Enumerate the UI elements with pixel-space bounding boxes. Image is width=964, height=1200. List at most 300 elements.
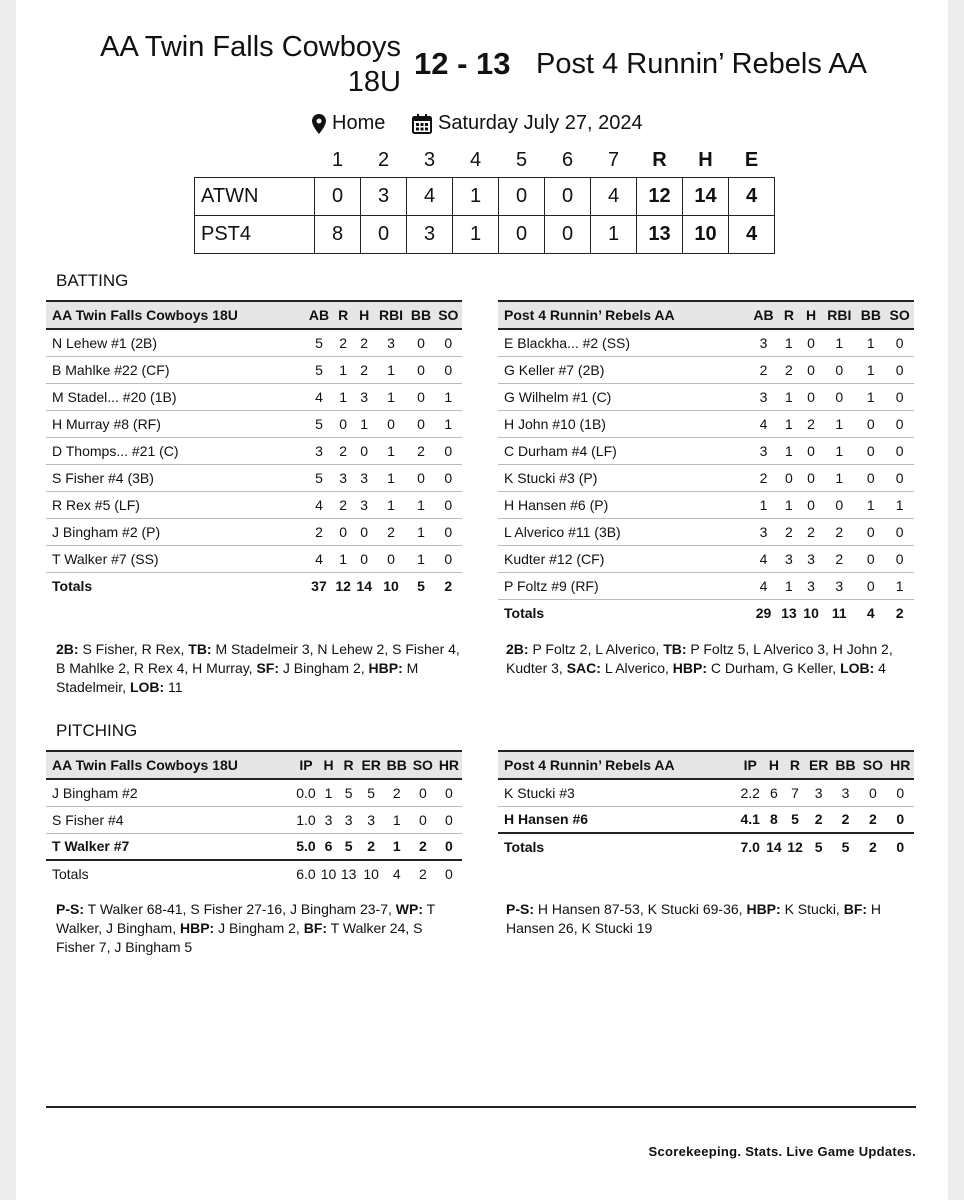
stat-cell: 1 xyxy=(885,491,914,518)
note-label: HBP: xyxy=(368,660,403,676)
inning-runs: 4 xyxy=(407,177,453,215)
final-score: 12 - 13 xyxy=(414,46,511,81)
date-meta xyxy=(412,112,643,135)
stat-cell: 1 xyxy=(384,833,410,860)
note-text: T Walker, J Bingham, xyxy=(56,901,435,936)
note-label: LOB: xyxy=(129,679,165,695)
pitcher-name: J Bingham #2 xyxy=(46,779,293,806)
stat-cell: 0 xyxy=(407,356,434,383)
player-name: R Rex #5 (LF) xyxy=(46,491,305,518)
stat-cell: 2 xyxy=(822,518,856,545)
stat-cell: 1 xyxy=(354,410,375,437)
totals-row xyxy=(46,572,462,599)
stat-cell: 2 xyxy=(375,518,408,545)
table-row xyxy=(46,779,462,806)
pitcher-name: Totals xyxy=(504,839,545,855)
note-text: P Foltz 5, L Alverico 3, H John 2, Kudter 3, xyxy=(506,641,893,676)
stat-cell: 0 xyxy=(375,545,408,572)
stat-cell: 0 xyxy=(885,464,914,491)
column-header: BB xyxy=(832,751,859,779)
stat-cell: 0 xyxy=(354,518,375,545)
calendar-icon xyxy=(412,114,432,134)
stat-cell: 5 xyxy=(814,839,823,855)
total-cell: 4 xyxy=(866,604,875,621)
stat-cell: 2 xyxy=(333,491,354,518)
total-cell: 2 xyxy=(444,577,453,594)
note-text: T Walker 24, S Fisher 7, J Bingham 5 xyxy=(56,920,423,955)
stat-cell: 0.0 xyxy=(293,779,318,806)
note-label: TB: xyxy=(663,641,687,657)
stat-cell: 1 xyxy=(407,491,434,518)
stat-cell: 0 xyxy=(800,329,822,356)
stat-cell: 3 xyxy=(749,437,778,464)
player-name: P Foltz #9 (RF) xyxy=(498,572,749,599)
total-header: R xyxy=(652,149,667,172)
stat-cell: 2 xyxy=(778,518,800,545)
stat-cell: 0 xyxy=(885,437,914,464)
stat-cell: 3 xyxy=(319,806,339,833)
stat-cell: 0 xyxy=(407,464,434,491)
stat-cell: 1 xyxy=(375,464,408,491)
stat-cell: 1 xyxy=(375,437,408,464)
stat-cell: 2 xyxy=(354,356,375,383)
stat-cell: 1 xyxy=(333,545,354,572)
note-label: P-S: xyxy=(56,901,84,917)
column-header: SO xyxy=(859,751,886,779)
stat-cell: 2 xyxy=(749,464,778,491)
away-pitching-table xyxy=(46,750,462,887)
stat-cell: 0 xyxy=(885,410,914,437)
stat-cell: 0 xyxy=(333,518,354,545)
stat-cell: 3 xyxy=(822,572,856,599)
team-total: 4 xyxy=(729,177,775,215)
table-row xyxy=(46,329,462,356)
map-pin-icon xyxy=(312,114,326,134)
table-row xyxy=(46,410,462,437)
team-total: 10 xyxy=(683,215,729,253)
table-row xyxy=(498,491,914,518)
linescore-corner xyxy=(195,145,315,177)
linescore-row xyxy=(195,177,775,215)
stat-cell: 0 xyxy=(856,545,885,572)
table-row xyxy=(46,833,462,860)
away-pitching-notes xyxy=(56,900,464,957)
stat-cell: 7 xyxy=(784,779,805,806)
note-text: J Bingham 2, xyxy=(214,920,304,936)
column-header: AB xyxy=(305,301,332,329)
total-cell: 14 xyxy=(356,577,372,594)
stat-cell: 0 xyxy=(436,833,462,860)
stat-cell: 1 xyxy=(822,437,856,464)
note-text: 11 xyxy=(164,679,183,695)
total-cell: 29 xyxy=(755,604,772,621)
stat-cell: 1 xyxy=(856,356,885,383)
stat-cell: 5 xyxy=(305,410,332,437)
stat-cell: 0 xyxy=(410,806,436,833)
inning-runs: 3 xyxy=(407,215,453,253)
stat-cell: 4 xyxy=(392,866,401,882)
stat-cell: 0 xyxy=(800,437,822,464)
stat-cell: 4 xyxy=(749,410,778,437)
note-text: M Stadelmeir, xyxy=(56,660,419,695)
stat-cell: 1 xyxy=(778,329,800,356)
pitcher-name: Totals xyxy=(52,866,89,882)
footer-divider xyxy=(46,1106,916,1108)
column-header: IP xyxy=(293,751,318,779)
player-name: B Mahlke #22 (CF) xyxy=(46,356,305,383)
date-text: Saturday July 27, 2024 xyxy=(438,112,643,134)
note-label: BF: xyxy=(843,901,868,917)
stat-cell: 2 xyxy=(800,410,822,437)
team-total: 13 xyxy=(637,215,683,253)
table-row xyxy=(498,518,914,545)
stat-cell: 2 xyxy=(800,518,822,545)
stat-cell: 2 xyxy=(333,437,354,464)
total-cell: 37 xyxy=(311,577,327,594)
stat-cell: 3 xyxy=(339,806,359,833)
stat-cell: 0 xyxy=(407,383,434,410)
team-total: 12 xyxy=(637,177,683,215)
note-label: BF: xyxy=(303,920,328,936)
stat-cell: 1 xyxy=(778,491,800,518)
location-meta xyxy=(312,112,385,135)
player-name: K Stucki #3 (P) xyxy=(498,464,749,491)
note-text: P Foltz 2, L Alverico, xyxy=(528,641,664,657)
stat-cell: 4 xyxy=(749,572,778,599)
away-batting-table xyxy=(46,300,462,599)
stat-cell: 2 xyxy=(333,329,354,356)
table-row xyxy=(46,356,462,383)
table-row xyxy=(498,437,914,464)
column-header: R xyxy=(339,751,359,779)
stat-cell: 5.0 xyxy=(293,833,318,860)
player-name: N Lehew #1 (2B) xyxy=(46,329,305,356)
footer-tagline: Scorekeeping. Stats. Live Game Updates. xyxy=(648,1144,916,1159)
stat-cell: 2 xyxy=(354,329,375,356)
stat-cell: 1 xyxy=(375,491,408,518)
column-header: RBI xyxy=(375,301,408,329)
column-header: BB xyxy=(407,301,434,329)
stat-cell: 0 xyxy=(887,806,914,833)
column-header: H xyxy=(354,301,375,329)
team-total: 14 xyxy=(683,177,729,215)
stat-cell: 1 xyxy=(778,383,800,410)
table-row xyxy=(498,356,914,383)
stat-cell: 0 xyxy=(800,491,822,518)
column-header: R xyxy=(784,751,805,779)
stat-cell: 1 xyxy=(856,329,885,356)
inning-header: 4 xyxy=(469,149,482,172)
table-row xyxy=(46,491,462,518)
stat-cell: 0 xyxy=(435,329,462,356)
stat-cell: 0 xyxy=(856,410,885,437)
stat-cell: 1 xyxy=(375,356,408,383)
batting-section-title: BATTING xyxy=(56,271,129,290)
table-row xyxy=(46,806,462,833)
home-pitching-notes xyxy=(506,900,914,938)
stat-cell: 3 xyxy=(749,329,778,356)
stat-cell: 1 xyxy=(319,779,339,806)
player-name: H Murray #8 (RF) xyxy=(46,410,305,437)
stat-cell: 0 xyxy=(410,779,436,806)
totals-row xyxy=(498,599,914,626)
location-text: Home xyxy=(332,112,386,134)
stat-cell: 2 xyxy=(410,833,436,860)
stat-cell: 4 xyxy=(305,545,332,572)
note-text: M Stadelmeir 3, N Lehew 2, S Fisher 4, B Mahlke 2, R Rex 4, H Murray, xyxy=(56,641,460,676)
note-label: HBP: xyxy=(746,901,781,917)
stat-cell: 1 xyxy=(885,572,914,599)
inning-runs: 0 xyxy=(545,177,591,215)
stat-cell: 5 xyxy=(359,779,384,806)
note-text: J Bingham 2, xyxy=(279,660,369,676)
player-name: H John #10 (1B) xyxy=(498,410,749,437)
inning-runs: 3 xyxy=(361,177,407,215)
inning-header: 7 xyxy=(607,149,620,172)
column-header: H xyxy=(763,751,784,779)
table-row xyxy=(498,410,914,437)
table-row xyxy=(498,464,914,491)
stat-cell: 0 xyxy=(436,779,462,806)
column-header: SO xyxy=(410,751,436,779)
linescore-row xyxy=(195,215,775,253)
stat-cell: 0 xyxy=(896,839,905,855)
stat-cell: 1 xyxy=(333,383,354,410)
stat-cell: 2 xyxy=(778,356,800,383)
team-abbrev: PST4 xyxy=(195,215,315,253)
stat-cell: 3 xyxy=(800,545,822,572)
stat-cell: 0 xyxy=(435,437,462,464)
stat-cell: 6 xyxy=(763,779,784,806)
pitcher-name: K Stucki #3 xyxy=(498,779,737,806)
stat-cell: 3 xyxy=(375,329,408,356)
column-header: IP xyxy=(737,751,763,779)
stat-cell: 3 xyxy=(359,806,384,833)
stat-cell: 1 xyxy=(778,410,800,437)
stat-cell: 8 xyxy=(763,806,784,833)
stat-cell: 0 xyxy=(354,545,375,572)
stat-cell: 2 xyxy=(868,839,877,855)
stat-cell: 0 xyxy=(778,464,800,491)
stat-cell: 0 xyxy=(435,356,462,383)
stat-cell: 2 xyxy=(305,518,332,545)
stat-cell: 4 xyxy=(749,545,778,572)
stat-cell: 0 xyxy=(856,518,885,545)
stat-cell: 2 xyxy=(832,806,859,833)
inning-header: 6 xyxy=(561,149,574,172)
stat-cell: 1 xyxy=(822,410,856,437)
stat-cell: 0 xyxy=(856,437,885,464)
team-header: Post 4 Runnin’ Rebels AA xyxy=(498,751,737,779)
player-name: D Thomps... #21 (C) xyxy=(46,437,305,464)
team-total: 4 xyxy=(729,215,775,253)
player-name: C Durham #4 (LF) xyxy=(498,437,749,464)
stat-cell: 1 xyxy=(778,572,800,599)
note-label: HBP: xyxy=(179,920,215,936)
stat-cell: 12 xyxy=(787,839,803,855)
stat-cell: 2 xyxy=(359,833,384,860)
column-header: HR xyxy=(436,751,462,779)
stat-cell: 0 xyxy=(407,329,434,356)
total-cell: 11 xyxy=(831,604,847,621)
stat-cell: 0 xyxy=(436,806,462,833)
column-header: ER xyxy=(806,751,832,779)
totals-row xyxy=(46,860,462,887)
player-name: J Bingham #2 (P) xyxy=(46,518,305,545)
stat-cell: 1 xyxy=(407,518,434,545)
stat-cell: 3 xyxy=(832,779,859,806)
total-cell: 13 xyxy=(781,604,797,621)
home-batting-table xyxy=(498,300,914,626)
team-abbrev: ATWN xyxy=(195,177,315,215)
table-row xyxy=(498,329,914,356)
stat-cell: 1 xyxy=(822,464,856,491)
stat-cell: 5 xyxy=(305,464,332,491)
home-batting-notes xyxy=(506,640,914,678)
total-cell: 10 xyxy=(803,604,819,621)
note-text: S Fisher, R Rex, xyxy=(78,641,189,657)
stat-cell: 1 xyxy=(856,383,885,410)
inning-runs: 0 xyxy=(361,215,407,253)
table-row xyxy=(498,572,914,599)
stat-cell: 0 xyxy=(822,491,856,518)
total-header: E xyxy=(744,149,759,172)
stat-cell: 0 xyxy=(885,329,914,356)
player-name: L Alverico #11 (3B) xyxy=(498,518,749,545)
column-header: H xyxy=(319,751,339,779)
pitcher-name: T Walker #7 xyxy=(46,833,293,860)
stat-cell: 5 xyxy=(305,356,332,383)
player-name: Kudter #12 (CF) xyxy=(498,545,749,572)
inning-header: 1 xyxy=(331,149,344,172)
stat-cell: 2 xyxy=(806,806,832,833)
totals-label: Totals xyxy=(504,604,545,621)
stat-cell: 1 xyxy=(856,491,885,518)
stat-cell: 3 xyxy=(354,464,375,491)
note-label: 2B: xyxy=(56,641,79,657)
stat-cell: 2 xyxy=(749,356,778,383)
inning-runs: 1 xyxy=(453,215,499,253)
table-row xyxy=(46,437,462,464)
stat-cell: 0 xyxy=(859,779,886,806)
note-label: SF: xyxy=(256,660,280,676)
table-row xyxy=(498,806,914,833)
column-header: BB xyxy=(384,751,410,779)
total-header: H xyxy=(698,149,713,172)
column-header: ER xyxy=(359,751,384,779)
inning-header: 5 xyxy=(515,149,528,172)
stat-cell: 3 xyxy=(305,437,332,464)
note-text: T Walker 68-41, S Fisher 27-16, J Bingham 23-7, xyxy=(84,901,396,917)
inning-runs: 0 xyxy=(499,177,545,215)
stat-cell: 10 xyxy=(320,866,337,882)
inning-runs: 8 xyxy=(315,215,361,253)
stat-cell: 0 xyxy=(407,410,434,437)
stat-cell: 1 xyxy=(749,491,778,518)
inning-runs: 0 xyxy=(499,215,545,253)
stat-cell: 0 xyxy=(885,356,914,383)
stat-cell: 3 xyxy=(749,383,778,410)
stat-cell: 13 xyxy=(340,866,357,882)
player-name: G Keller #7 (2B) xyxy=(498,356,749,383)
inning-runs: 1 xyxy=(591,215,637,253)
stat-cell: 2 xyxy=(418,866,427,882)
stat-cell: 3 xyxy=(778,545,800,572)
stat-cell: 5 xyxy=(339,833,359,860)
column-header: R xyxy=(333,301,354,329)
box-score-page xyxy=(16,0,948,1200)
inning-runs: 1 xyxy=(453,177,499,215)
stat-cell: 3 xyxy=(806,779,832,806)
inning-runs: 4 xyxy=(591,177,637,215)
table-row xyxy=(46,518,462,545)
stat-cell: 0 xyxy=(800,356,822,383)
player-name: T Walker #7 (SS) xyxy=(46,545,305,572)
total-cell: 10 xyxy=(383,577,399,594)
stat-cell: 0 xyxy=(333,410,354,437)
pitcher-name: H Hansen #6 xyxy=(498,806,737,833)
table-row xyxy=(498,779,914,806)
note-label: HBP: xyxy=(672,660,708,676)
stat-cell: 0 xyxy=(435,545,462,572)
stat-cell: 4.1 xyxy=(737,806,763,833)
stat-cell: 3 xyxy=(800,572,822,599)
stat-cell: 0 xyxy=(354,437,375,464)
stat-cell: 2 xyxy=(407,437,434,464)
column-header: HR xyxy=(887,751,914,779)
player-name: H Hansen #6 (P) xyxy=(498,491,749,518)
stat-cell: 0 xyxy=(887,779,914,806)
stat-cell: 1 xyxy=(384,806,410,833)
stat-cell: 1 xyxy=(778,437,800,464)
table-row xyxy=(46,464,462,491)
stat-cell: 2 xyxy=(384,779,410,806)
stat-cell: 3 xyxy=(354,491,375,518)
stat-cell: 0 xyxy=(822,356,856,383)
stat-cell: 14 xyxy=(766,839,782,855)
player-name: S Fisher #4 (3B) xyxy=(46,464,305,491)
total-cell: 5 xyxy=(417,577,425,594)
stat-cell: 5 xyxy=(841,839,850,855)
stat-cell: 4 xyxy=(305,491,332,518)
stat-cell: 0 xyxy=(885,518,914,545)
inning-runs: 0 xyxy=(545,215,591,253)
stat-cell: 0 xyxy=(445,866,453,882)
inning-header: 2 xyxy=(377,149,390,172)
stat-cell: 1.0 xyxy=(293,806,318,833)
stat-cell: 3 xyxy=(749,518,778,545)
column-header: AB xyxy=(749,301,778,329)
note-label: WP: xyxy=(395,901,423,917)
stat-cell: 10 xyxy=(363,866,379,882)
stat-cell: 0 xyxy=(800,464,822,491)
column-header: SO xyxy=(435,301,462,329)
table-row xyxy=(498,545,914,572)
stat-cell: 1 xyxy=(375,383,408,410)
stat-cell: 0 xyxy=(435,518,462,545)
stat-cell: 3 xyxy=(354,383,375,410)
stat-cell: 0 xyxy=(435,491,462,518)
team-header: AA Twin Falls Cowboys 18U xyxy=(46,301,305,329)
stat-cell: 1 xyxy=(435,410,462,437)
stat-cell: 0 xyxy=(856,572,885,599)
stat-cell: 6 xyxy=(319,833,339,860)
stat-cell: 3 xyxy=(333,464,354,491)
linescore-table xyxy=(194,145,775,254)
table-row xyxy=(46,545,462,572)
home-team-name: Post 4 Runnin’ Rebels AA xyxy=(536,48,868,80)
note-text: C Durham, G Keller, xyxy=(707,660,841,676)
